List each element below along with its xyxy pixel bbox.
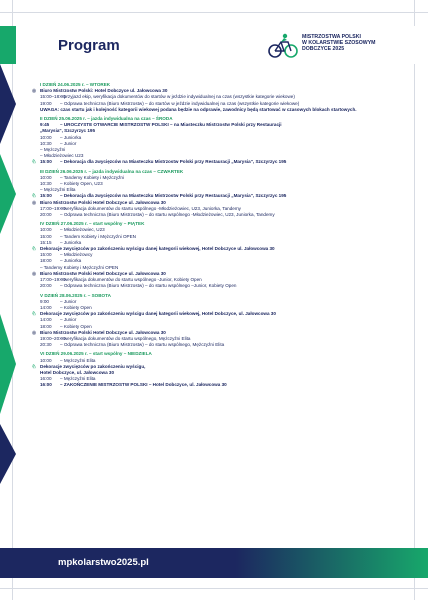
schedule-time: 14:00 <box>40 317 52 323</box>
schedule-text: – Kobiety Open <box>60 304 92 310</box>
brand-line: DOBCZYCE 2025 <box>302 46 345 53</box>
schedule-time: 10:30 <box>40 140 52 146</box>
day-heading: II DZIEŃ 25.06.2025 r. – jazda indywidualna na czas – ŚRODA <box>40 116 173 122</box>
schedule-time: 10:00 <box>40 357 52 363</box>
day-heading: IV DZIEŃ 27.06.2025 r. – start wspólny – PIĄTEK <box>40 221 145 227</box>
schedule-text: – Młodzieżowcy <box>60 252 93 258</box>
schedule-text: – Tandem Kobiety i Mężczyźni OPEN <box>60 233 136 239</box>
schedule-text: – ZAKOŃCZENIE MISTRZOSTW POLSKI – Hotel Dobczyce, ul. Jałowcowa 30 <box>60 382 227 388</box>
schedule-text: Biuro Mistrzostw Polski Hotel Dobczyce ul. Jałowcowa 30 <box>40 270 166 276</box>
schedule-text: – Odprawa techniczna (Biuro Mistrzostw) – do startów w jeździe indywidualnej na czas (wszystkie kategorie wiekowe) <box>60 100 300 106</box>
schedule-time: 10:00 <box>40 174 52 180</box>
schedule-text: – Junior <box>60 317 77 323</box>
schedule-text: Dekoracje zwycięzców po zakończeniu wyścigu danej kategorii wiekowej, Hotel Dobczyce, ul. Jałowcowa 30 <box>40 311 276 317</box>
schedule-text: – Junior <box>60 298 77 304</box>
schedule-time: 18:00 <box>40 258 52 264</box>
schedule-time: 15:00 <box>40 193 52 199</box>
schedule-line <box>40 283 400 289</box>
schedule-line <box>31 159 400 166</box>
day-heading: III DZIEŃ 26.06.2025 r. – jazda indywidualna na czas – CZWARTEK <box>40 168 184 174</box>
schedule-time: 10:00 <box>40 134 52 140</box>
header-accent <box>0 26 16 64</box>
schedule-text: – Mężczyźni Elita <box>60 376 96 382</box>
schedule-text: – Odprawa techniczna (Biuro Mistrzostw) – do startu wspólnego –Junior, Kobiety Open <box>60 283 237 289</box>
day-heading: I DZIEŃ 24.06.2025 r. – WTOREK <box>40 82 111 87</box>
schedule-time: 15:00 <box>40 159 52 165</box>
schedule-time: 18:00 <box>40 323 52 329</box>
schedule-text: – Dekoracja dla zwycięzców na Miasteczku Mistrzostw Polski przy Restauracji „Marysia", Szczyrzyc 195 <box>60 159 287 165</box>
schedule-line <box>40 382 400 388</box>
frame-line-bottom <box>0 588 428 589</box>
schedule-time: 20:00 <box>40 283 52 289</box>
schedule-text: – Młodzieżowiec U23 <box>40 153 84 159</box>
location-pin-icon: ◉ <box>31 88 37 95</box>
schedule-time: 9:45 <box>40 122 50 128</box>
schedule-time: 10:00 <box>40 227 52 233</box>
schedule-text: – Dekoracja dla zwycięzców na Miasteczku Mistrzostw Polski przy Restauracji „Marysia", Szczyrzyc 195 <box>60 193 287 199</box>
location-pin-icon: ◉ <box>31 329 37 336</box>
day-heading: V DZIEŃ 28.06.2025 r. – SOBOTA <box>40 292 111 298</box>
schedule-text: – Odprawa techniczna (Biuro Mistrzostw) – do startu wspólnego -Młodzieżowiec, U23, Juniorka, Tandemy <box>60 212 275 218</box>
schedule-text: – Młodzieżowiec, U23 <box>60 227 105 233</box>
schedule-text: – weryfikacja dokumentów do startu wspólnego, Mężczyźni Elita <box>60 335 191 341</box>
schedule-time: 20:00 <box>40 212 52 218</box>
schedule-time: 14:00 <box>40 304 52 310</box>
side-decoration <box>0 64 16 484</box>
trophy-icon: ♘ <box>31 159 37 166</box>
trophy-icon: ♘ <box>31 311 37 318</box>
schedule-text: – weryfikacja dokumentów do startu wspólnego -Junior, Kobiety Open <box>60 277 202 283</box>
schedule-text: Dekoracje zwycięzców po zakończeniu wyścigu, <box>40 363 146 369</box>
schedule-text: Biuro Mistrzostw Polski: Hotel Dobczyce ul. Jałowcowa 30 <box>40 88 168 94</box>
schedule-time: 10:30 <box>40 181 52 187</box>
schedule-text: – Kobiety Open, U23 <box>60 181 103 187</box>
schedule-text: – Tandemy Kobiety i Mężczyźni <box>60 174 124 180</box>
schedule-text: – Juniorka <box>60 258 82 264</box>
schedule-line <box>40 342 400 348</box>
schedule-line <box>40 212 400 218</box>
schedule-text: UWAGA: czas startu jak i kolejność kategorii wiekowej podana będzie na odprawie, zawodnicy będą startować w czasowych blokach startowych. <box>40 106 357 112</box>
schedule-text: Biuro Mistrzostw Polski Hotel Dobczyce ul. Jałowcowa 30 <box>40 329 166 335</box>
schedule-text: – Mężczyźni Elita <box>60 357 96 363</box>
schedule-text: Biuro Mistrzostw Polski Hotel Dobczyce ul. Jałowcowa 30 <box>40 199 166 205</box>
frame-line-right <box>414 0 415 600</box>
trophy-icon: ♘ <box>31 363 37 370</box>
schedule-time: 16:00 <box>40 376 52 382</box>
schedule-time: 9:00 <box>40 298 49 304</box>
schedule-time: 19:00 <box>40 100 52 106</box>
schedule-text: – Juniorka <box>60 134 82 140</box>
schedule-time: 16:00 <box>40 382 52 388</box>
schedule-time: 20:30 <box>40 342 52 348</box>
location-pin-icon: ◉ <box>31 270 37 277</box>
day-heading: VI DZIEŃ 29.06.2025 r. – start wspólny – NIEDZIELA <box>40 351 152 357</box>
trophy-icon: ♘ <box>31 246 37 253</box>
schedule-text: Dekoracje zwycięzców po zakończeniu wyścigu danej kategorii wiekowej, Hotel Dobczyce ul. Jałowcowa 30 <box>40 246 275 252</box>
schedule-text: – Mężczyźni Elita <box>40 187 76 193</box>
schedule-text: – Kobiety Open <box>60 323 92 329</box>
program-schedule <box>31 79 400 389</box>
schedule-text: – Mężczyźni <box>40 147 66 153</box>
schedule-time: 17:00–19:00 <box>40 205 66 211</box>
schedule-text: „Marysia", Szczyrzyc 195 <box>40 128 96 134</box>
schedule-text: – Juniorka <box>60 239 82 245</box>
schedule-line <box>40 107 400 113</box>
footer-website-link[interactable]: mpkolarstwo2025.pl <box>58 557 149 568</box>
frame-line-top <box>0 12 428 13</box>
schedule-text: – Tandemy Kobiety i Mężczyźni OPEN <box>40 264 119 270</box>
schedule-time: 15:00–18:00 <box>40 94 66 100</box>
schedule-time: 15:00 <box>40 252 52 258</box>
schedule-text: – weryfikacja dokumentów do startu wspólnego -Młodzieżowiec, U23, Juniorka, Tandemy <box>60 205 241 211</box>
trophy-icon: ♘ <box>31 193 37 200</box>
schedule-text: – Junior <box>60 140 77 146</box>
schedule-text: – Odprawa techniczna (Biuro Mistrzostw) – do startu wspólnego, Mężczyźni Elita <box>60 342 225 348</box>
schedule-text: – przyjazd ekip, weryfikacja dokumentów do startów w jeździe indywidualnej na czas (wszystkie kategorie wiekowe) <box>60 94 295 100</box>
brand-text <box>302 34 412 53</box>
schedule-time: 15:15 <box>40 239 52 245</box>
brand-line: MISTRZOSTWA POLSKI <box>302 34 361 40</box>
schedule-text: – UROCZYSTE OTWARCIE MISTRZOSTW POLSKI – na Miasteczku Mistrzostw Polski przy Restauracji <box>60 122 282 128</box>
page-title: Program <box>58 37 120 54</box>
schedule-time: 19:00–20:00 <box>40 335 66 341</box>
location-pin-icon: ◉ <box>31 199 37 206</box>
schedule-time: 17:00–19:00 <box>40 277 66 283</box>
brand-line: W KOLARSTWIE SZOSOWYM <box>302 40 376 47</box>
schedule-text: Hotel Dobczyce, ul. Jałowcowa 30 <box>40 369 115 375</box>
schedule-time: 15:00 <box>40 233 52 239</box>
cyclist-logo-icon <box>268 31 298 59</box>
